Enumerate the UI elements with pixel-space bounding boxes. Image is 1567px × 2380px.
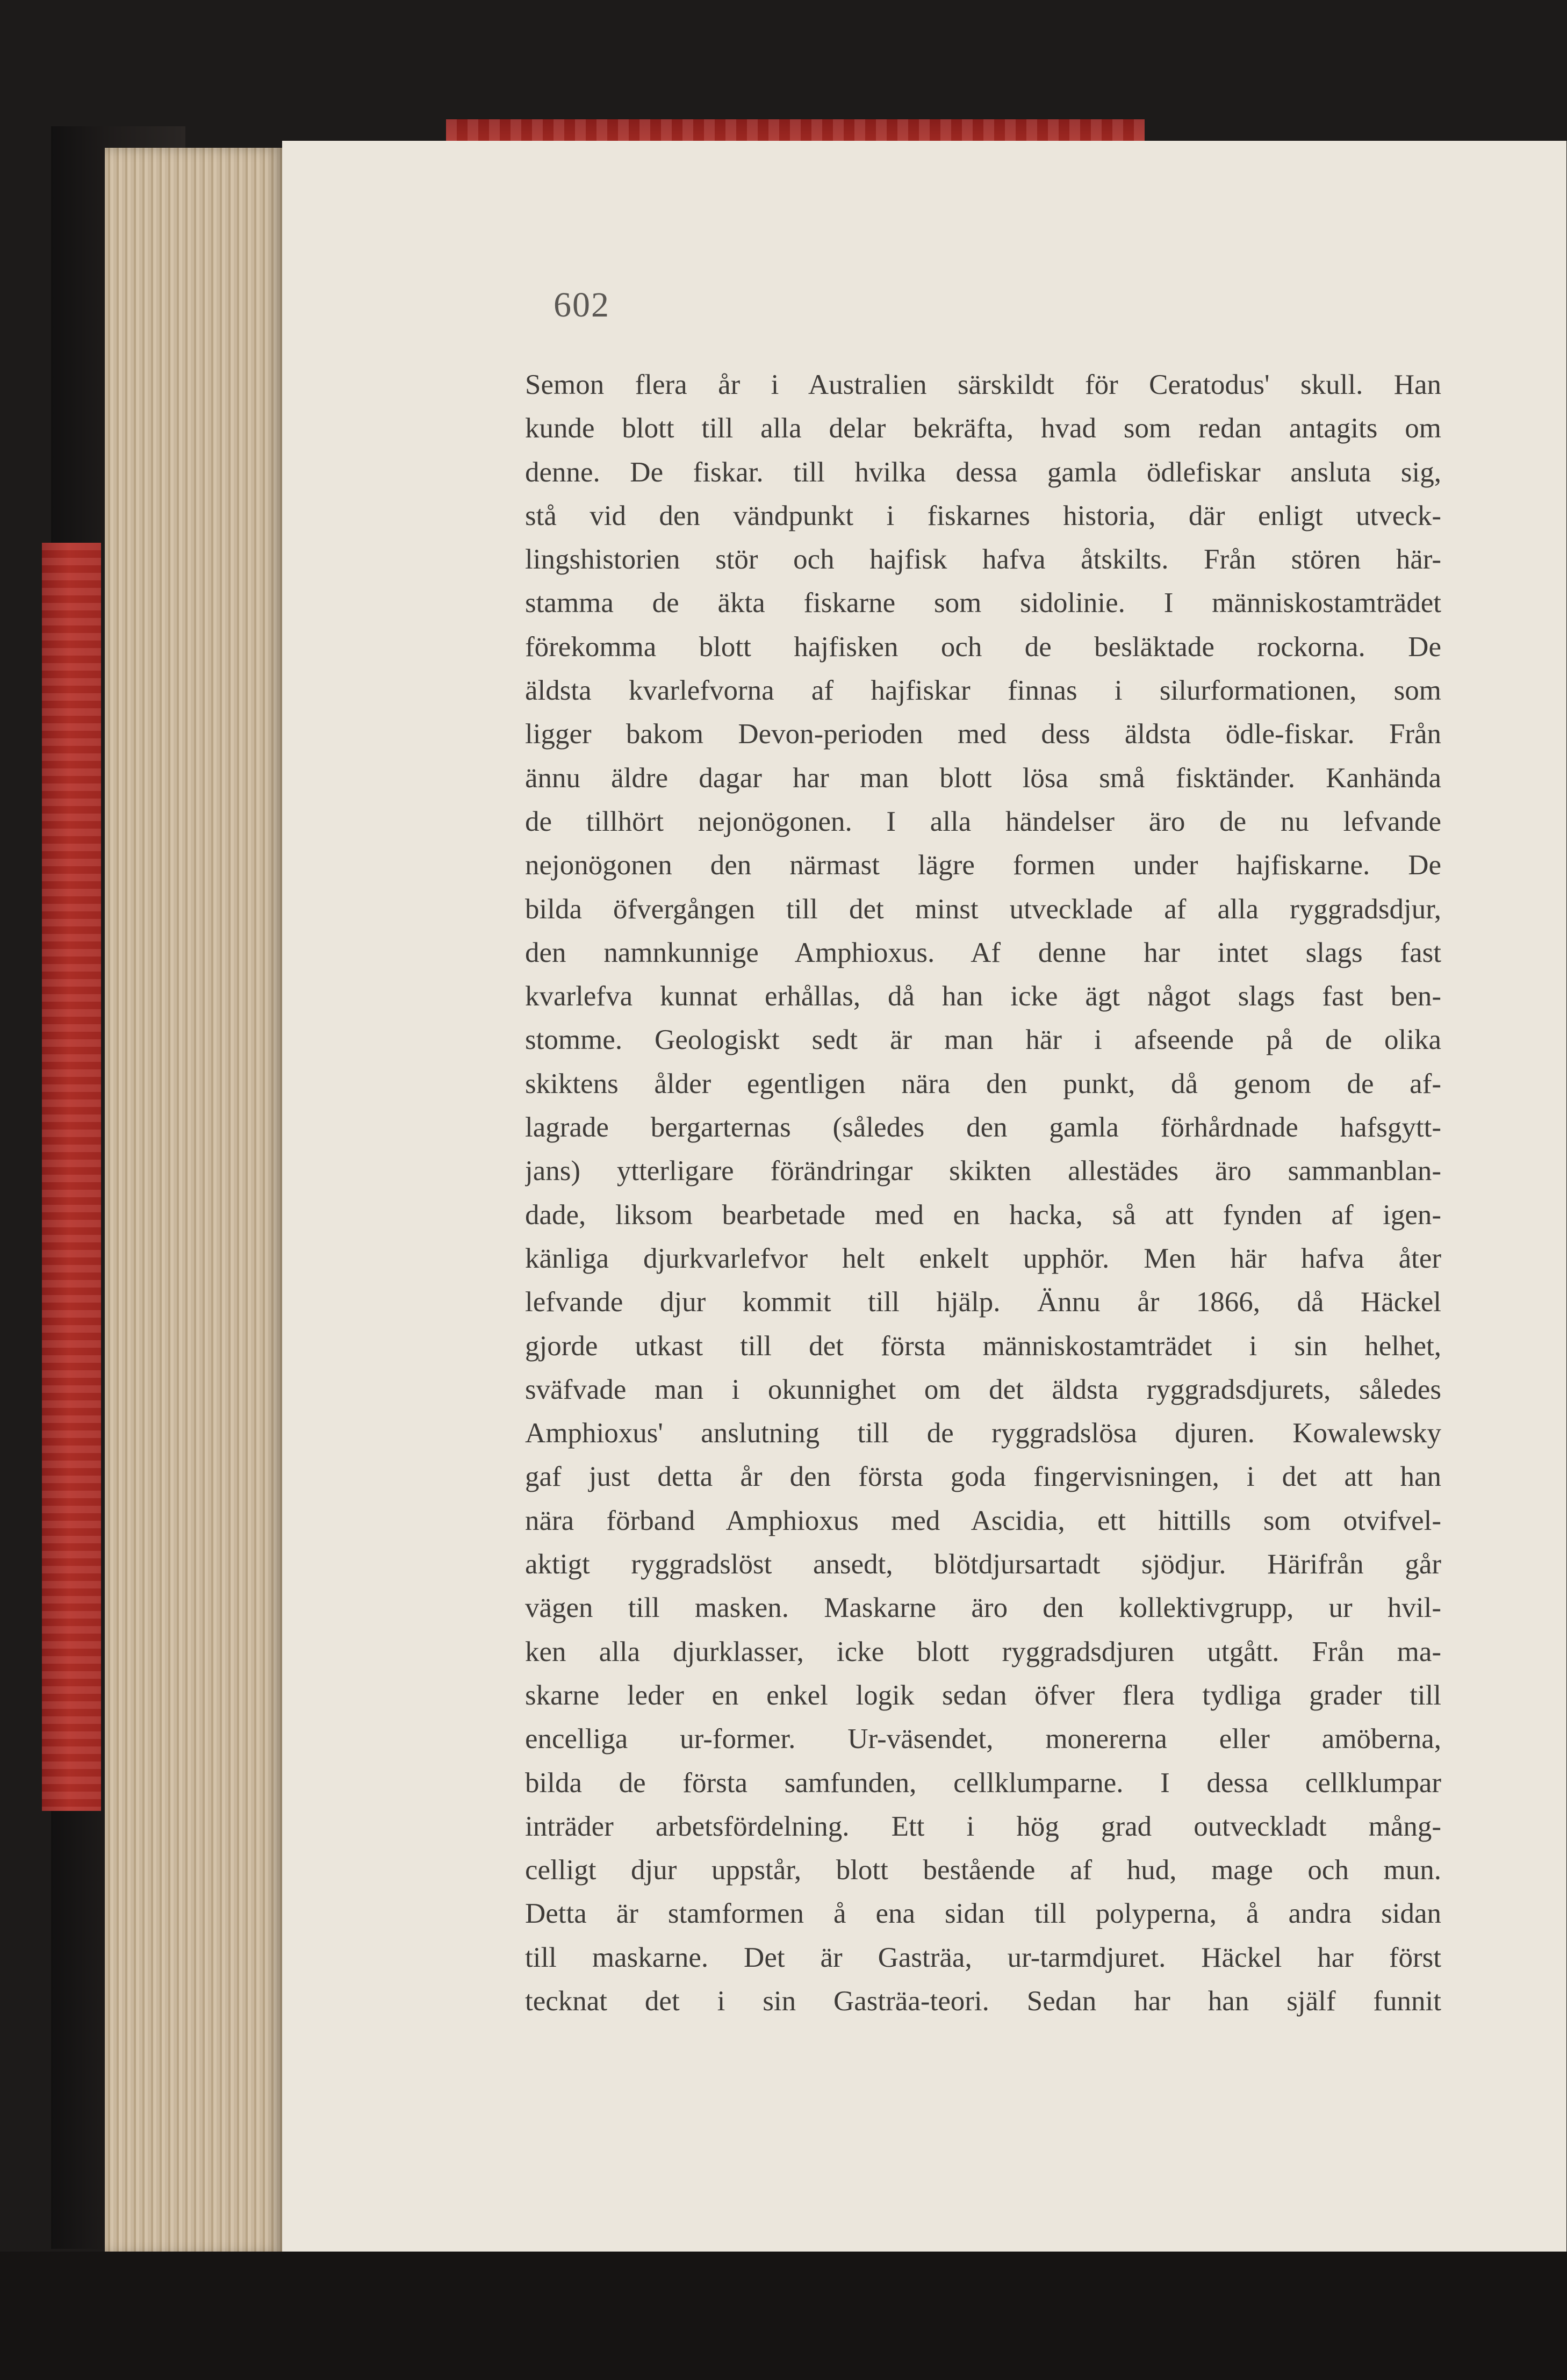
text-line: gjorde utkast till det första människostamträdet i sin helhet, bbox=[525, 1330, 1441, 1362]
text-line: sväfvade man i okunnighet om det äldsta ryggradsdjurets, således bbox=[525, 1374, 1441, 1405]
text-line: skarne leder en enkel logik sedan öfver flera tydliga grader till bbox=[525, 1679, 1441, 1711]
text-line: nära förband Amphioxus med Ascidia, ett hittills som otvifvel- bbox=[525, 1505, 1441, 1536]
text-line: de tillhört nejonögonen. I alla händelser äro de nu lefvande bbox=[525, 806, 1441, 837]
text-line: jans) ytterligare förändringar skikten allestädes äro sammanblan- bbox=[525, 1155, 1441, 1187]
text-line: vägen till masken. Maskarne äro den kollektivgrupp, ur hvil- bbox=[525, 1592, 1441, 1624]
text-line: stomme. Geologiskt sedt är man här i afseende på de olika bbox=[525, 1024, 1441, 1056]
bottom-shadow bbox=[0, 2252, 1567, 2380]
body-text bbox=[525, 363, 1441, 2023]
text-line: kunde blott till alla delar bekräfta, hvad som redan antagits om bbox=[525, 413, 1441, 444]
text-line: lingshistorien stör och hajfisk hafva åtskilts. Från stören här- bbox=[525, 544, 1441, 576]
text-line: stå vid den vändpunkt i fiskarnes historia, där enligt utveck- bbox=[525, 500, 1441, 531]
text-line: lagrade bergarternas (således den gamla förhårdnade hafsgytt- bbox=[525, 1112, 1441, 1144]
text-line: inträder arbetsfördelning. Ett i hög grad outveckladt mång- bbox=[525, 1810, 1441, 1842]
text-line: aktigt ryggradslöst ansedt, blötdjursartadt sjödjur. Härifrån går bbox=[525, 1549, 1441, 1580]
text-line: ligger bakom Devon-perioden med dess äldsta ödle-fiskar. Från bbox=[525, 718, 1441, 750]
text-line: nejonögonen den närmast lägre formen under hajfiskarne. De bbox=[525, 850, 1441, 881]
text-line: Detta är stamformen å ena sidan till polyperna, å andra sidan bbox=[525, 1898, 1441, 1930]
text-line: denne. De fiskar. till hvilka dessa gamla ödlefiskar ansluta sig, bbox=[525, 456, 1441, 488]
text-line: stamma de äkta fiskarne som sidolinie. I människostamträdet bbox=[525, 587, 1441, 619]
text-line: bilda de första samfunden, cellklumparne. I dessa cellklumpar bbox=[525, 1767, 1441, 1799]
text-line: encelliga ur-former. Ur-väsendet, monererna eller amöberna, bbox=[525, 1723, 1441, 1755]
bookmark-ribbon bbox=[42, 543, 101, 1811]
text-line: känliga djurkvarlefvor helt enkelt upphör. Men här hafva åter bbox=[525, 1242, 1441, 1274]
text-line: celligt djur uppstår, blott bestående af hud, mage och mun. bbox=[525, 1854, 1441, 1886]
text-line: förekomma blott hajfisken och de besläktade rockorna. De bbox=[525, 631, 1441, 663]
page-edges bbox=[105, 148, 282, 2254]
page-number: 602 bbox=[554, 285, 610, 325]
text-line: ken alla djurklasser, icke blott ryggradsdjuren utgått. Från ma- bbox=[525, 1636, 1441, 1667]
text-line: Amphioxus' anslutning till de ryggradslösa djuren. Kowalewsky bbox=[525, 1418, 1441, 1449]
text-line: gaf just detta år den första goda fingervisningen, i det att han bbox=[525, 1461, 1441, 1493]
text-line: Semon flera år i Australien särskildt för Ceratodus' skull. Han bbox=[525, 369, 1441, 400]
text-line: äldsta kvarlefvorna af hajfiskar finnas i silurformationen, som bbox=[525, 675, 1441, 707]
text-line: tecknat det i sin Gasträa-teori. Sedan har han själf funnit bbox=[525, 1985, 1441, 2017]
text-line: skiktens ålder egentligen nära den punkt, då genom de af- bbox=[525, 1068, 1441, 1099]
text-line: dade, liksom bearbetade med en hacka, så att fynden af igen- bbox=[525, 1199, 1441, 1231]
text-line: kvarlefva kunnat erhållas, då han icke ägt något slags fast ben- bbox=[525, 981, 1441, 1012]
text-line: lefvande djur kommit till hjälp. Ännu år 1866, då Häckel bbox=[525, 1286, 1441, 1318]
text-line: ännu äldre dagar har man blott lösa små fisktänder. Kanhända bbox=[525, 762, 1441, 794]
text-line: till maskarne. Det är Gasträa, ur-tarmdjuret. Häckel har först bbox=[525, 1942, 1441, 1973]
text-line: bilda öfvergången till det minst utvecklade af alla ryggradsdjur, bbox=[525, 893, 1441, 925]
text-line: den namnkunnige Amphioxus. Af denne har intet slags fast bbox=[525, 937, 1441, 968]
